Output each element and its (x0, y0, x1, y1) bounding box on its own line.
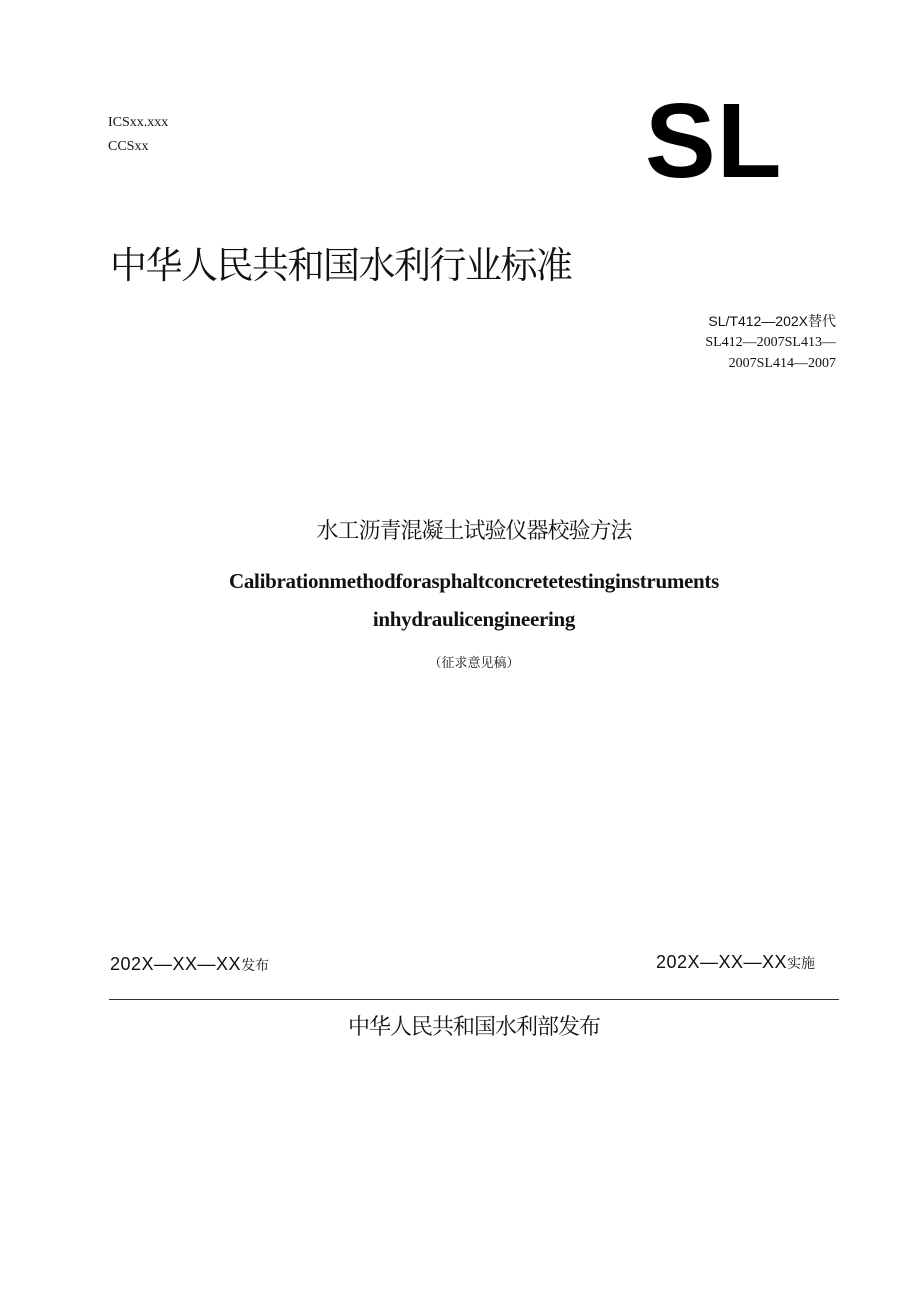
standard-number: SL/T412—202X替代 (708, 313, 836, 329)
replaced-standards-line2: 2007SL414—2007 (728, 356, 836, 371)
standard-type-title: 中华人民共和国水利行业标准 (110, 244, 572, 287)
draft-note: （征求意见稿） (428, 656, 520, 671)
ccs-code: CCSxx (108, 139, 149, 154)
implement-label: 实施 (787, 956, 816, 972)
publish-date (110, 954, 269, 975)
implement-date-value: 202X—XX—XX (656, 952, 788, 972)
standard-logo: SL (645, 82, 783, 200)
standard-code-block (705, 310, 836, 374)
implement-date (656, 952, 815, 973)
replaced-standards-line1: SL412—2007SL413— (705, 335, 836, 350)
document-title-cn: 水工沥青混凝土试验仪器校验方法 (316, 519, 632, 544)
document-title-en-line1: Calibrationmethodforasphaltconcretetestinginstruments (228, 569, 719, 593)
document-title-en-line2: inhydraulicengineering (372, 607, 576, 631)
footer-divider (109, 999, 839, 1000)
ics-code: ICSxx.xxx (108, 115, 169, 130)
publish-date-value: 202X—XX—XX (110, 954, 242, 974)
publisher: 中华人民共和国水利部发布 (347, 1015, 600, 1040)
publish-label: 发布 (241, 958, 270, 974)
